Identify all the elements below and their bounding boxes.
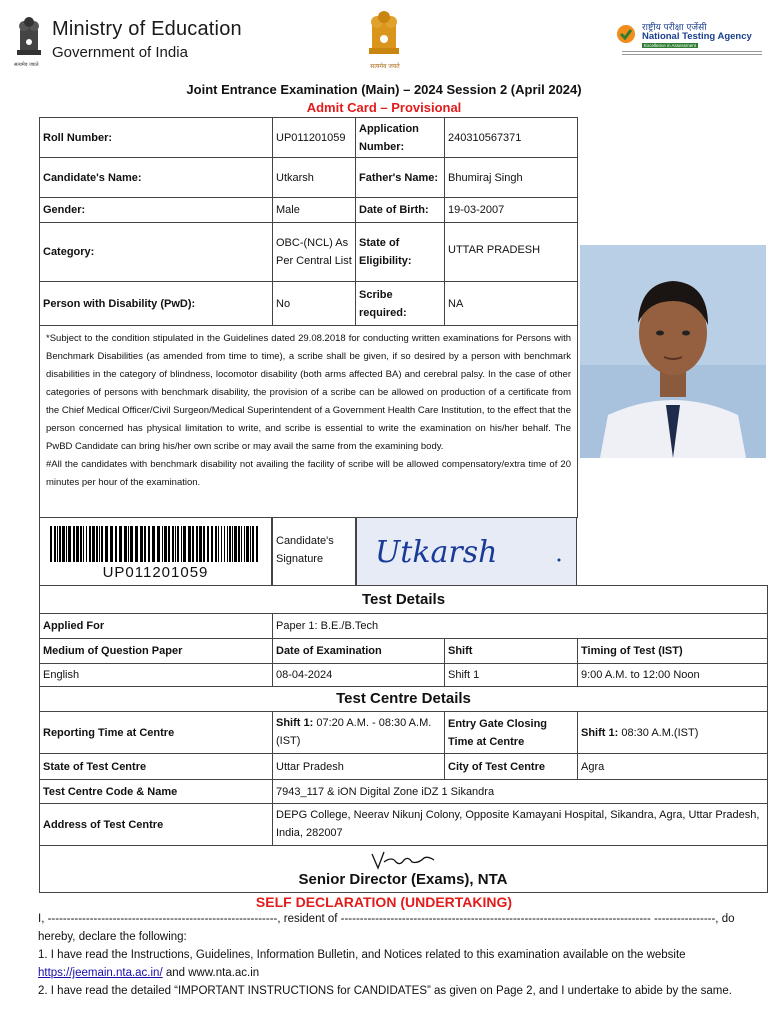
gate-closing-text: 08:30 A.M.(IST) [621,726,699,739]
declaration-text: 1. I have read the Instructions, Guidelines, Information Bulletin, and Notices related to this examination available on the website [38,949,686,961]
centre-code-value: 7943_117 & iON Digital Zone iDZ 1 Sikandra [272,779,768,804]
note-paragraph: *Subject to the condition stipulated in the Guidelines dated 29.08.2018 for conducting written examinations for Persons with Benchmark Disabilities (as amended from time to time), a scribe shall be given, if so desired by a person with benchmark disabilities in the category of blindness, locomotor disability (both arms affected BA) and cerebral palsy. In the case of other categories of persons with benchmark disability, the provision of a scribe can be allowed on production of a certificate from the Chief Medical Officer/Civil Surgeon/Medical Superintendent of a Government Health Care Institution, to the effect that the person concerned has physical limitation to write, and scribe is essential to write the examination on his/her behalf. The PwBD Candidate can bring his/her own scribe or may avail the same from the examining body. [46,333,571,452]
medium-label: Medium of Question Paper [39,638,273,664]
reporting-time-value [272,711,445,754]
ministry-title: Ministry of Education [52,18,242,40]
national-emblem-icon [14,12,44,60]
shift-value: Shift 1 [444,663,578,687]
exam-date-label: Date of Examination [272,638,445,664]
person-photo-icon [580,245,766,458]
scribe-value: NA [444,281,578,326]
signature-text: Utkarsh [375,535,498,570]
dob-value: 19-03-2007 [444,197,578,223]
centre-address-value: DEPG College, Neerav Nikunj Colony, Opposite Kamayani Hospital, Sikandra, Agra, Uttar Pradesh, India, 282007 [272,803,768,846]
declaration-body [38,910,738,1000]
exam-title: Joint Entrance Examination (Main) – 2024 Session 2 (April 2024) [186,82,582,97]
gate-closing-label: Entry Gate Closing Time at Centre [444,711,578,754]
gender-label: Gender: [39,197,273,223]
timing-label: Timing of Test (IST) [577,638,768,664]
centre-city-label: City of Test Centre [444,753,578,780]
candidate-signature [356,517,577,586]
test-centre-heading: Test Centre Details [39,686,768,712]
exam-date-value: 08-04-2024 [272,663,445,687]
jeemain-link[interactable]: https://jeemain.nta.ac.in/ [38,967,163,979]
category-label: Category: [39,222,273,282]
centre-address-label: Address of Test Centre [39,803,273,846]
declaration-item: 2. I have read the detailed “IMPORTANT INSTRUCTIONS for CANDIDATES” as given on Page 2, and I undertake to abide by the same. [38,985,732,997]
barcode-icon [50,526,262,562]
candidate-photo [580,245,766,458]
declaration-line: I, ------------------------------------------------------------, resident of --------------------------------------------------------------------------------- ----------------, do hereby, declare the following: [38,913,735,943]
medium-value: English [39,663,273,687]
note-paragraph: #All the candidates with benchmark disability not availing the facility of scribe will be allowed compensatory/extra time of 20 minutes per hour of the examination. [46,459,571,488]
ministry-logo [14,12,274,68]
declaration-item [38,946,738,982]
reporting-shift-label: Shift 1: [276,717,314,729]
candidate-name-label: Candidate's Name: [39,157,273,198]
candidate-name-value: Utkarsh [272,157,356,198]
centre-state-label: State of Test Centre [39,753,273,780]
nta-tagline: Excellence in Assessment [644,43,697,48]
director-signature-icon [368,848,438,872]
category-value: OBC-(NCL) As Per Central List [272,222,356,282]
shift-label: Shift [444,638,578,664]
roll-barcode [39,517,272,586]
dob-label: Date of Birth: [355,197,445,223]
ministry-subtitle: Government of India [52,44,188,61]
checkmark-icon [616,24,636,44]
declaration-text: and www.nta.ac.in [165,967,260,979]
nta-logo [616,20,766,60]
pwd-label: Person with Disability (PwD): [39,281,273,326]
roll-number-label: Roll Number: [39,117,273,158]
pwd-value: No [272,281,356,326]
director-title: Senior Director (Exams), NTA [298,871,508,888]
test-details-heading: Test Details [39,585,768,614]
reporting-time-label: Reporting Time at Centre [39,711,273,754]
centre-code-label: Test Centre Code & Name [39,779,273,804]
national-emblem-icon [364,6,404,58]
nta-hindi-name: राष्ट्रीय परीक्षा एजेंसी [642,23,707,33]
signature-icon [357,518,576,585]
emblem-caption: सत्यमेव जयते [14,62,39,68]
state-eligibility-value: UTTAR PRADESH [444,222,578,282]
scribe-label: Scribe required: [355,281,445,326]
self-declaration-heading: SELF DECLARATION (UNDERTAKING) [255,894,513,910]
timing-value: 9:00 A.M. to 12:00 Noon [577,663,768,687]
application-number-value: 240310567371 [444,117,578,158]
application-number-label: Application Number: [355,117,445,158]
signature-label: Candidate's Signature [272,517,356,586]
pwd-scribe-note [39,325,578,518]
father-name-label: Father's Name: [355,157,445,198]
gender-value: Male [272,197,356,223]
centre-state-value: Uttar Pradesh [272,753,445,780]
father-name-value: Bhumiraj Singh [444,157,578,198]
gate-shift-label: Shift 1: [581,726,619,739]
centre-city-value: Agra [577,753,768,780]
barcode-text: UP011201059 [102,564,209,581]
applied-for-value: Paper 1: B.E./B.Tech [272,613,768,639]
gate-closing-value [577,711,768,754]
roll-number-value: UP011201059 [272,117,356,158]
fine-print-icon [622,50,762,56]
reporting-time-text: 07:20 A.M. - 08:30 A.M. (IST) [276,717,432,747]
state-eligibility-label: State of Eligibility: [355,222,445,282]
admit-card-subtitle: Admit Card – Provisional [306,100,462,115]
nta-name: National Testing Agency [642,31,752,42]
applied-for-label: Applied For [39,613,273,639]
emblem-center-caption: सत्यमेव जयते [370,63,400,70]
